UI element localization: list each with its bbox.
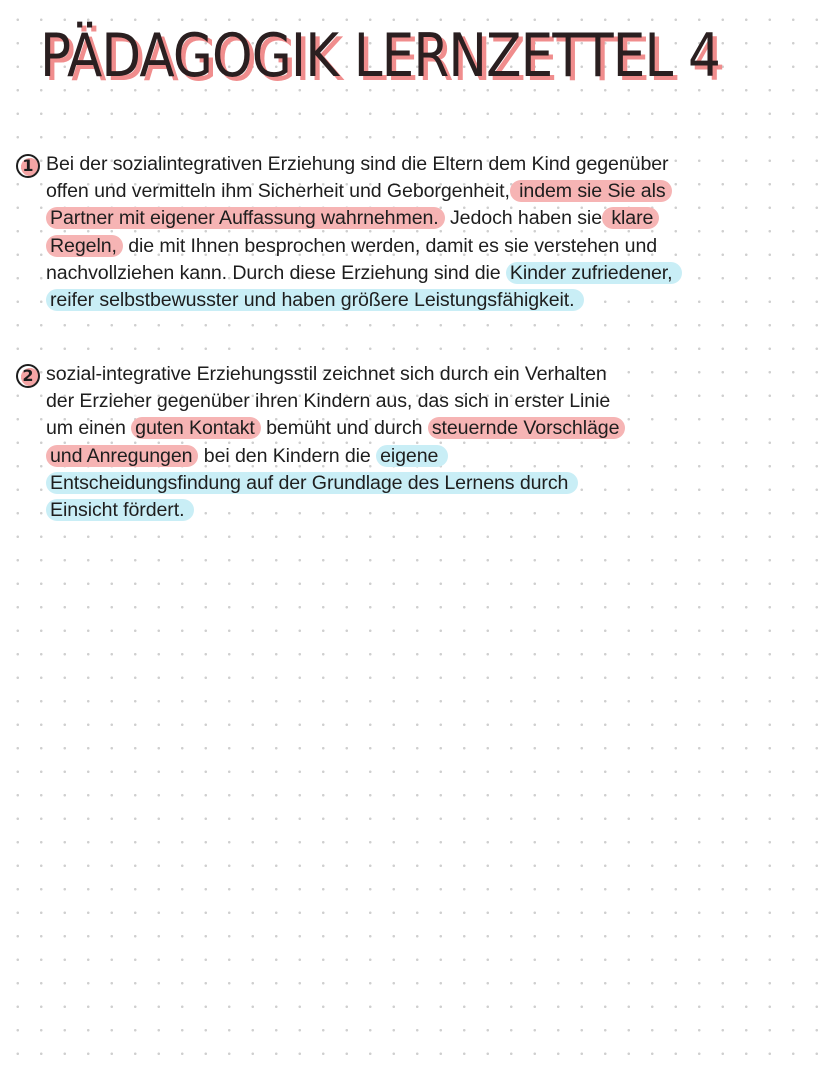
- text-line: [46, 287, 806, 314]
- highlight-red: steuernde Vorschläge: [428, 417, 626, 439]
- note-1-text: [46, 151, 806, 314]
- highlight-red: Regeln,: [46, 235, 123, 257]
- highlight-red: indem sie Sie als: [510, 180, 672, 202]
- highlight-red: und Anregungen: [46, 445, 198, 467]
- note-2: [16, 361, 806, 524]
- text-line: und Anregungen bei den Kindern die eigene: [46, 443, 806, 470]
- note-1: [16, 151, 806, 314]
- highlight-blue: Einsicht fördert.: [46, 499, 194, 521]
- text-line: [46, 470, 806, 497]
- text-line: Bei der sozialintegrativen Erziehung sind die Eltern dem Kind gegenüber: [46, 153, 669, 175]
- highlight-blue: Entscheidungsfindung auf der Grundlage des Lernens durch: [46, 472, 578, 494]
- text-line: Regeln, die mit Ihnen besprochen werden, damit es sie verstehen und: [46, 233, 806, 260]
- text-line: sozial-integrative Erziehungsstil zeichnet sich durch ein Verhalten: [46, 363, 607, 385]
- highlight-blue: Kinder zufriedener,: [506, 262, 683, 284]
- text-line: um einen guten Kontakt bemüht und durch steuernde Vorschläge: [46, 415, 806, 442]
- note-2-text: [46, 361, 806, 524]
- highlight-blue: eigene: [376, 445, 448, 467]
- highlight-blue: reifer selbstbewusster und haben größere Leistungsfähigkeit.: [46, 289, 584, 311]
- highlight-red: klare: [602, 207, 659, 229]
- number-badge-2: 2: [16, 364, 40, 388]
- highlight-red: guten Kontakt: [131, 417, 261, 439]
- page-title: PÄDAGOGIK LERNZETTEL 4: [40, 21, 720, 91]
- text-line: der Erzieher gegenüber ihren Kindern aus, das sich in erster Linie: [46, 390, 611, 413]
- number-badge-1: 1: [16, 154, 40, 178]
- text-line: offen und vermitteln ihm Sicherheit und Geborgenheit, indem sie Sie als: [46, 178, 806, 205]
- text-line: Partner mit eigener Auffassung wahrnehmen. Jedoch haben sie klare: [46, 205, 806, 232]
- highlight-red: Partner mit eigener Auffassung wahrnehmen.: [46, 207, 445, 229]
- text-line: nachvollziehen kann. Durch diese Erziehung sind die Kinder zufriedener,: [46, 260, 806, 287]
- text-line: [46, 497, 806, 524]
